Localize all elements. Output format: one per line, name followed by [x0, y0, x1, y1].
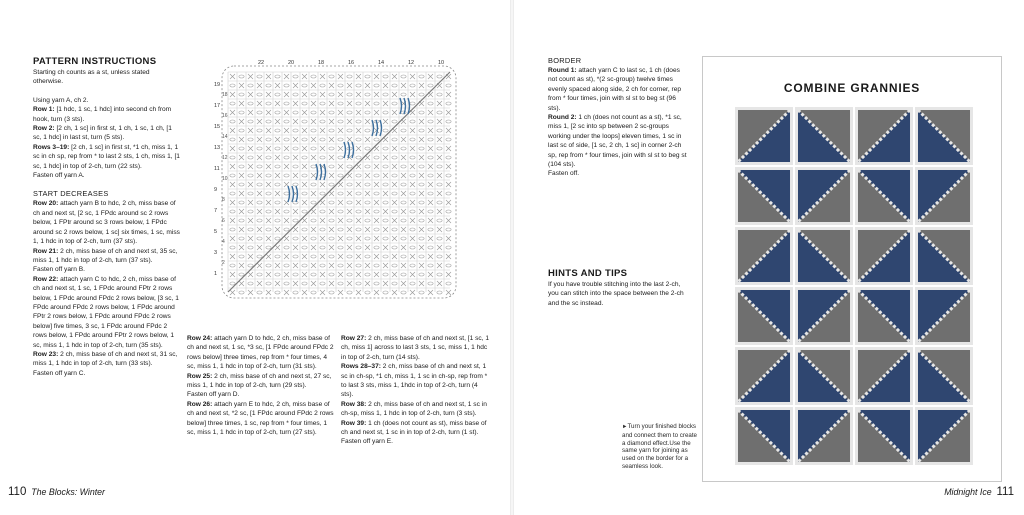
row-number-label: 20 [288, 60, 295, 66]
row-text: attach yarn D to hdc, 2 ch, miss base of ch and next st, 1 sc, *3 sc, [1 FPdc around FPdc 2 rows below] three times, rep from * four times, 4 sc, miss 1, 1 hdc in top of 2-ch, turn (31 sts). [187, 335, 334, 371]
granny-square [735, 407, 793, 465]
fasten-off-e: Fasten off yarn E. [341, 438, 393, 446]
row-label: Row 21: [33, 247, 59, 255]
rows-28-37 [341, 362, 491, 400]
row-number-label: 13 [214, 145, 221, 151]
border-heading: BORDER [548, 56, 582, 65]
granny-square [855, 287, 913, 345]
row-text: 2 ch, miss base of ch and next st, [1 sc, 1 ch, miss 1] across to last 3 sts, 1 sc, miss 1, 1 hdc in top of 2-ch, turn (14 sts). [341, 335, 490, 361]
granny-square [915, 107, 973, 165]
start-decreases-heading: START DECREASES [33, 189, 109, 199]
granny-square [855, 227, 913, 285]
row-26 [187, 400, 337, 438]
row-number-label: 19 [214, 82, 221, 88]
post-stitch-group [372, 120, 382, 136]
row-number-label: 1 [214, 271, 218, 277]
granny-square [855, 347, 913, 405]
row-2 [33, 124, 181, 143]
fasten-off: Fasten off. [548, 170, 580, 178]
granny-square [795, 227, 853, 285]
photo-caption [622, 423, 702, 471]
row-23 [33, 350, 181, 369]
row-number-label: 5 [214, 229, 218, 235]
granny-square [735, 347, 793, 405]
granny-square [795, 167, 853, 225]
granny-square [855, 407, 913, 465]
granny-square [915, 407, 973, 465]
round-2 [548, 113, 688, 169]
row-label: Row 38: [341, 400, 367, 408]
chart-stitches [228, 72, 451, 295]
row-number-label: 17 [214, 103, 221, 109]
granny-square [795, 287, 853, 345]
round-label: Round 1: [548, 67, 577, 74]
round-text: attach yarn C to last sc, 1 ch (does not count as st), *(2 sc-group) twelve times evenly spaced along side, 2 ch for corner, rep from * four times, join with sl st to beg st (96 sts). [548, 67, 682, 112]
row-label: Row 26: [187, 400, 213, 408]
row-label: Row 1: [33, 106, 55, 114]
row-number-label: 4 [222, 239, 225, 245]
row-number-label: 9 [214, 187, 218, 193]
granny-square [735, 287, 793, 345]
granny-square [915, 227, 973, 285]
row-text: [1 hdc, 1 sc, 1 hdc] into second ch from hook, turn (3 sts). [33, 106, 172, 123]
row-text: [2 ch, 1 sc] in first st, *1 ch, miss 1, 1 sc in ch sp, rep from * to last 2 sts, 1 ch, miss 1, [1 sc, 1 hdc] in top of 2-ch, turn (22 sts). [33, 143, 180, 170]
row-label: Rows 28–37: [341, 363, 381, 371]
intro-text: Starting ch counts as a st, unless stated otherwise. [33, 69, 150, 86]
row-22 [33, 275, 181, 350]
row-21 [33, 247, 181, 266]
row-27 [341, 334, 491, 362]
border-column [548, 56, 688, 179]
row-number-label: 10 [222, 176, 228, 182]
row-number-label: 11 [214, 166, 220, 172]
granny-square [795, 107, 853, 165]
instructions-column-2 [187, 334, 337, 437]
yarn-a-text: Using yarn A, ch 2. [33, 96, 89, 104]
row-number-label: 2 [222, 260, 225, 266]
caption-arrow-icon: ► [622, 424, 628, 430]
row-text: attach yarn B to hdc, 2 ch, miss base of ch and next st, [2 sc, 1 FPdc around sc 2 rows below, 1 FPtr around sc 3 rows below, 1 FPdc around sc 2 rows below, 1 sc] six times, 1 sc, miss 1, 1 hdc in top of 2-ch, turn (37 sts). [33, 200, 180, 246]
row-number-label: 22 [258, 60, 265, 66]
row-number-label: 12 [222, 155, 228, 161]
hints-text: If you have trouble stitching into the last 2-ch, you can stitch into the space between the 2-ch and the sc instead. [548, 281, 684, 307]
row-number-label: 16 [348, 60, 355, 66]
row-number-label: 6 [222, 218, 225, 224]
granny-square [795, 407, 853, 465]
row-text: 2 ch, miss base of ch and next st, 31 sc, miss 1, 1 hdc in top of 2-ch, turn (33 sts). [33, 350, 178, 368]
granny-square [915, 167, 973, 225]
left-folio [8, 486, 105, 498]
row-label: Row 24: [187, 335, 213, 342]
pattern-title: Midnight Ice [944, 487, 992, 497]
granny-square [915, 347, 973, 405]
panel-title: COMBINE GRANNIES [783, 81, 921, 95]
hints-heading: HINTS AND TIPS [548, 268, 628, 279]
rows-3-19 [33, 143, 181, 171]
granny-square [735, 227, 793, 285]
row-label: Row 23: [33, 350, 59, 358]
row-text: [2 ch, 1 sc] in first st, 1 ch, 1 sc, 1 ch, [1 sc, 1 hdc] in last st, turn (5 sts). [33, 125, 172, 142]
hints-column [548, 268, 688, 308]
post-stitch-group [316, 164, 326, 180]
page-number: 111 [996, 486, 1014, 498]
row-label: Row 20: [33, 200, 59, 208]
instructions-column-3 [341, 334, 491, 447]
row-label: Row 27: [341, 335, 367, 342]
instructions-column-1 [33, 56, 181, 378]
round-text: 1 ch (does not count as a st), *1 sc, miss 1, [2 sc into sp between 2 sc-groups working under the loops] eleven times, 1 sc in last sc of side, [1 sc, 2 ch, 1 sc] in corner 2-ch sp, rep from * four times, join with sl st to beg st (104 sts). [548, 114, 687, 169]
fasten-off-a: Fasten off yarn A. [33, 172, 85, 180]
row-number-label: 18 [318, 60, 325, 66]
granny-squares-photo [734, 106, 974, 466]
row-text: 2 ch, miss base of ch and next st, 1 sc in ch-sp, *1 ch, miss 1, 1 sc in ch-sp, rep from * to last 3 sts, miss 1, 1hdc in top of 2-ch, turn (4 sts). [341, 363, 488, 399]
granny-square [735, 167, 793, 225]
row-38 [341, 400, 491, 419]
fasten-off-b: Fasten off yarn B. [33, 266, 85, 274]
page-number: 110 [8, 486, 27, 498]
row-label: Rows 3–19: [33, 143, 70, 151]
round-1 [548, 66, 688, 113]
row-number-label: 7 [214, 208, 218, 214]
row-number-label: 3 [214, 250, 218, 256]
crochet-chart [206, 56, 466, 306]
granny-square [795, 347, 853, 405]
fasten-off-d: Fasten off yarn D. [187, 391, 240, 399]
caption-text: Turn your finished blocks and connect them to create a diamond effect.Use the same yarn for joining as used on the border for a seamless look. [622, 423, 697, 470]
round-label: Round 2: [548, 114, 577, 122]
row-number-label: 16 [222, 113, 228, 119]
row-text: attach yarn C to hdc, 2 ch, miss base of ch and next st, 1 sc, 1 FPdc around FPtr 2 rows below, 1 FPdc around FPdc 2 rows below, [3 sc, 1 FPdc around FPdc 2 rows below, 1 FPdc around FPtr 2 rows below, 1 FPdc around FPdc 2 rows below] five times, 3 sc, 1 FPdc around FPdc 2 rows below, 1 FPdc around FPtr 2 rows below, 1 sc, miss 1, 1 hdc in top of 2-ch, turn (35 sts). [33, 275, 179, 349]
row-number-label: 15 [214, 124, 221, 130]
row-label: Row 22: [33, 275, 59, 283]
row-1 [33, 105, 181, 124]
right-folio [944, 486, 1014, 498]
row-text: 2 ch, miss base of ch and next st, 35 sc, miss 1, 1 hdc in top of 2-ch, turn (37 sts). [33, 247, 178, 264]
pattern-instructions-heading: PATTERN INSTRUCTIONS [33, 56, 157, 67]
fasten-off-c: Fasten off yarn C. [33, 369, 86, 377]
row-20 [33, 199, 181, 246]
row-39 [341, 419, 491, 438]
granny-square [915, 287, 973, 345]
book-gutter [510, 0, 514, 515]
row-number-label: 14 [222, 134, 228, 140]
row-text: 1 ch (does not count as st), miss base of ch and next st, 1 sc in in top of 2-ch, turn (1 st). [341, 419, 487, 437]
chapter-title: The Blocks: Winter [31, 487, 105, 497]
row-text: 2 ch, miss base of ch and next st, 1 sc in ch-sp, miss 1, 1 hdc in top of 2-ch, turn (3 sts). [341, 400, 487, 418]
row-text: 2 ch, miss base of ch and next st, 27 sc, miss 1, 1 hdc in top of 2-ch, turn (29 sts). [187, 372, 332, 390]
row-number-label: 8 [222, 197, 225, 203]
row-label: Row 39: [341, 419, 367, 427]
row-text: attach yarn E to hdc, 2 ch, miss base of ch and next st, *2 sc, [1 FPdc around FPdc 2 rows below] three times, 1 sc, rep from * four times, 1 sc, miss 1, 1 hdc in top of 2-ch, turn (27 sts). [187, 400, 334, 437]
row-label: Row 2: [33, 125, 55, 133]
granny-square [855, 107, 913, 165]
granny-square [855, 167, 913, 225]
row-25 [187, 372, 337, 391]
row-number-label: 18 [222, 92, 228, 98]
row-number-label: 14 [378, 60, 385, 66]
row-24 [187, 334, 337, 372]
row-number-label: 10 [438, 60, 445, 66]
granny-square [735, 107, 793, 165]
row-label: Row 25: [187, 372, 213, 380]
row-number-label: 12 [408, 60, 415, 66]
